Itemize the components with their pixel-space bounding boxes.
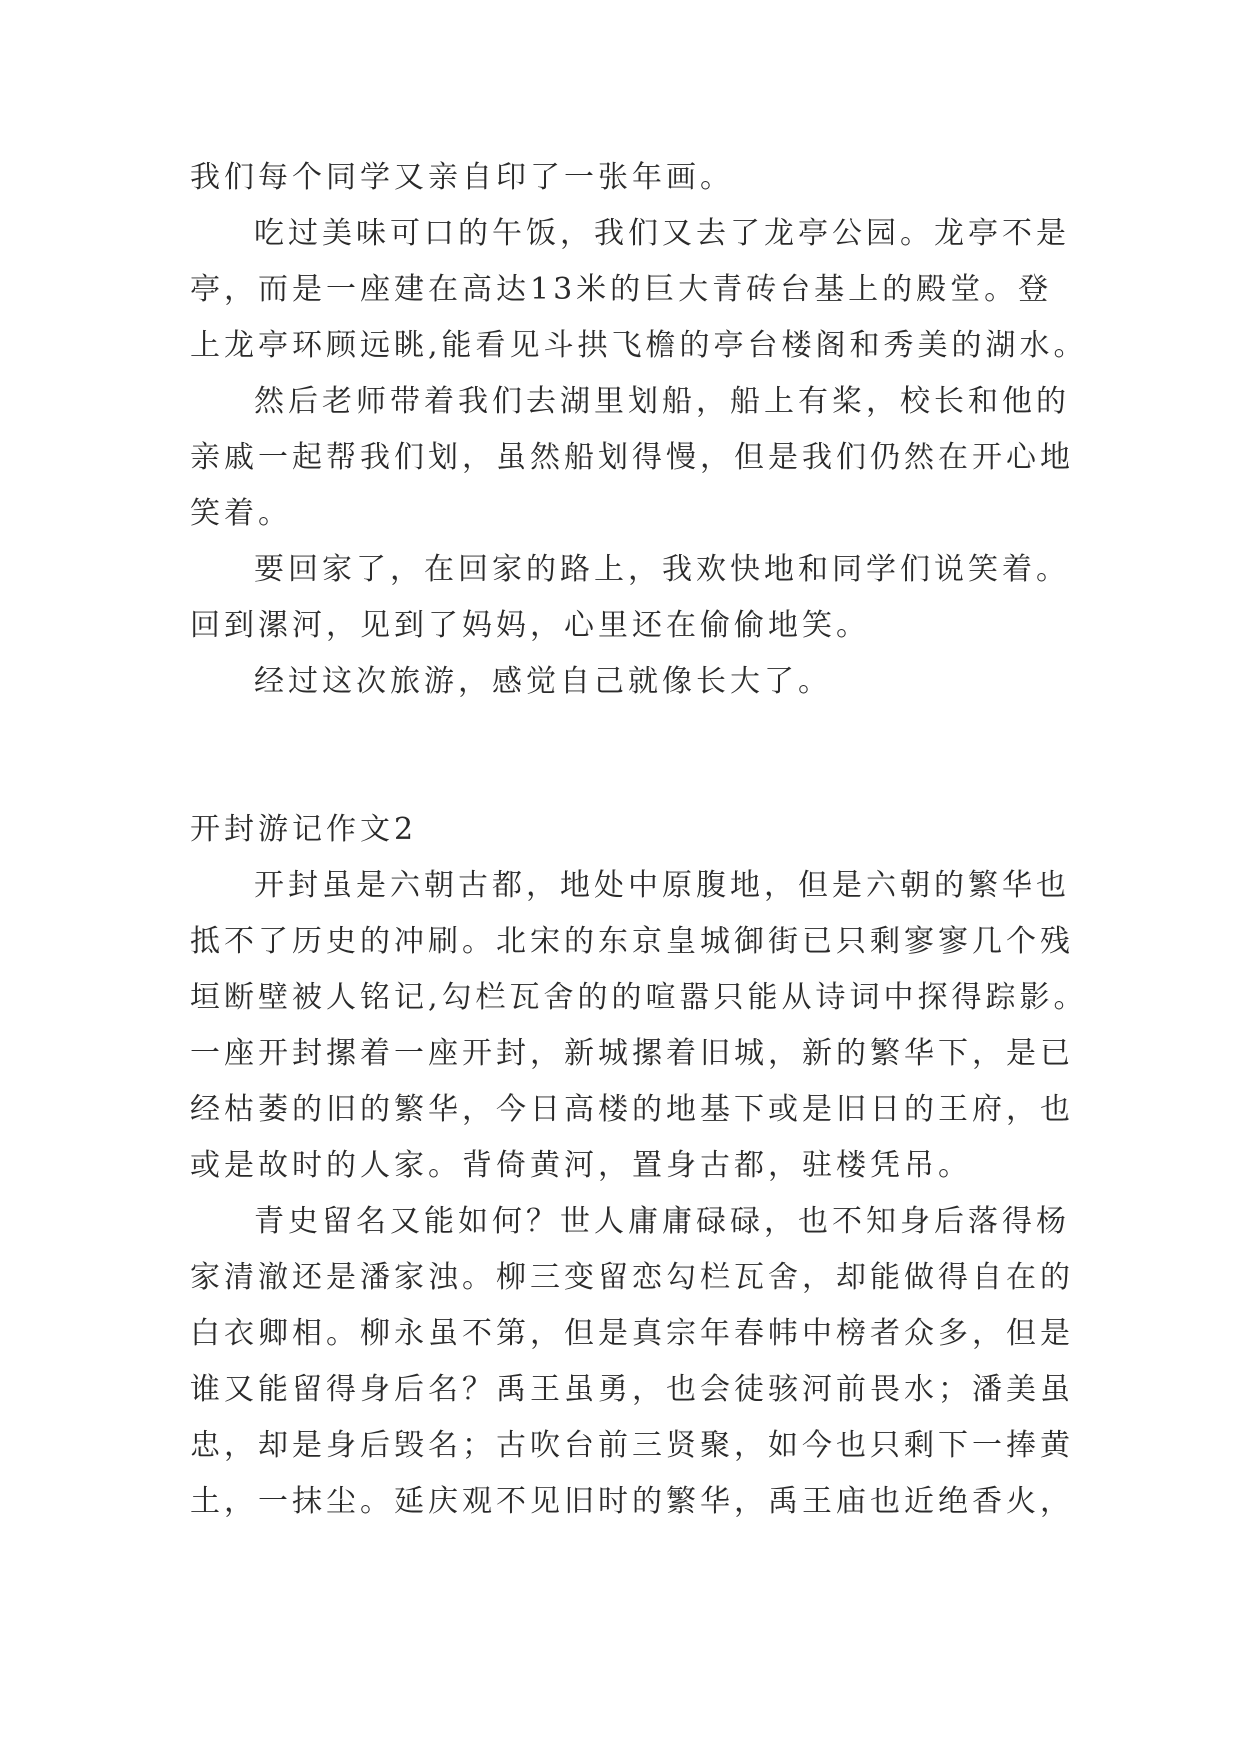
text-line: 上龙亭环顾远眺,能看见斗拱飞檐的亭台楼阁和秀美的湖水。: [190, 328, 1088, 363]
text-line: 谁又能留得身后名？禹王虽勇，也会徒骇河前畏水；潘美虽: [190, 1372, 1074, 1407]
text-line: 忠，却是身后毁名；古吹台前三贤聚，如今也只剩下一捧黄: [190, 1428, 1074, 1463]
text-line: 亭，而是一座建在高达13米的巨大青砖台基上的殿堂。登: [190, 272, 1053, 307]
text-line: 经过这次旅游，感觉自己就像长大了。: [254, 664, 832, 699]
text-line: 青史留名又能如何？世人庸庸碌碌，也不知身后落得杨: [254, 1204, 1070, 1239]
text-line: 抵不了历史的冲刷。北宋的东京皇城御街已只剩寥寥几个残: [190, 924, 1074, 959]
section-two-body: [190, 858, 1088, 1530]
text-line: 笑着。: [190, 496, 292, 531]
text-line: 或是故时的人家。背倚黄河，置身古都，驻楼凭吊。: [190, 1148, 972, 1183]
section-heading: 开封游记作文2: [190, 812, 418, 847]
text-line: 经枯萎的旧的繁华，今日高楼的地基下或是旧日的王府，也: [190, 1092, 1074, 1127]
section-one-body: [190, 150, 1088, 710]
text-line: 一座开封摞着一座开封，新城摞着旧城，新的繁华下，是已: [190, 1036, 1074, 1071]
text-line: 垣断壁被人铭记,勾栏瓦舍的的喧嚣只能从诗词中探得踪影。: [190, 980, 1088, 1015]
text-line: 吃过美味可口的午饭，我们又去了龙亭公园。龙亭不是: [254, 216, 1070, 251]
text-line: 要回家了，在回家的路上，我欢快地和同学们说笑着。: [254, 552, 1070, 587]
text-line: 家清澈还是潘家浊。柳三变留恋勾栏瓦舍，却能做得自在的: [190, 1260, 1074, 1295]
text-line: 开封虽是六朝古都，地处中原腹地，但是六朝的繁华也: [254, 868, 1070, 903]
text-line: 白衣卿相。柳永虽不第，但是真宗年春帏中榜者众多，但是: [190, 1316, 1074, 1351]
text-line: 我们每个同学又亲自印了一张年画。: [190, 160, 734, 195]
text-line: 土，一抹尘。延庆观不见旧时的繁华，禹王庙也近绝香火，: [190, 1484, 1074, 1519]
text-line: 然后老师带着我们去湖里划船，船上有桨，校长和他的: [254, 384, 1070, 419]
text-line: 回到漯河，见到了妈妈，心里还在偷偷地笑。: [190, 608, 870, 643]
text-line: 亲戚一起帮我们划，虽然船划得慢，但是我们仍然在开心地: [190, 440, 1074, 475]
